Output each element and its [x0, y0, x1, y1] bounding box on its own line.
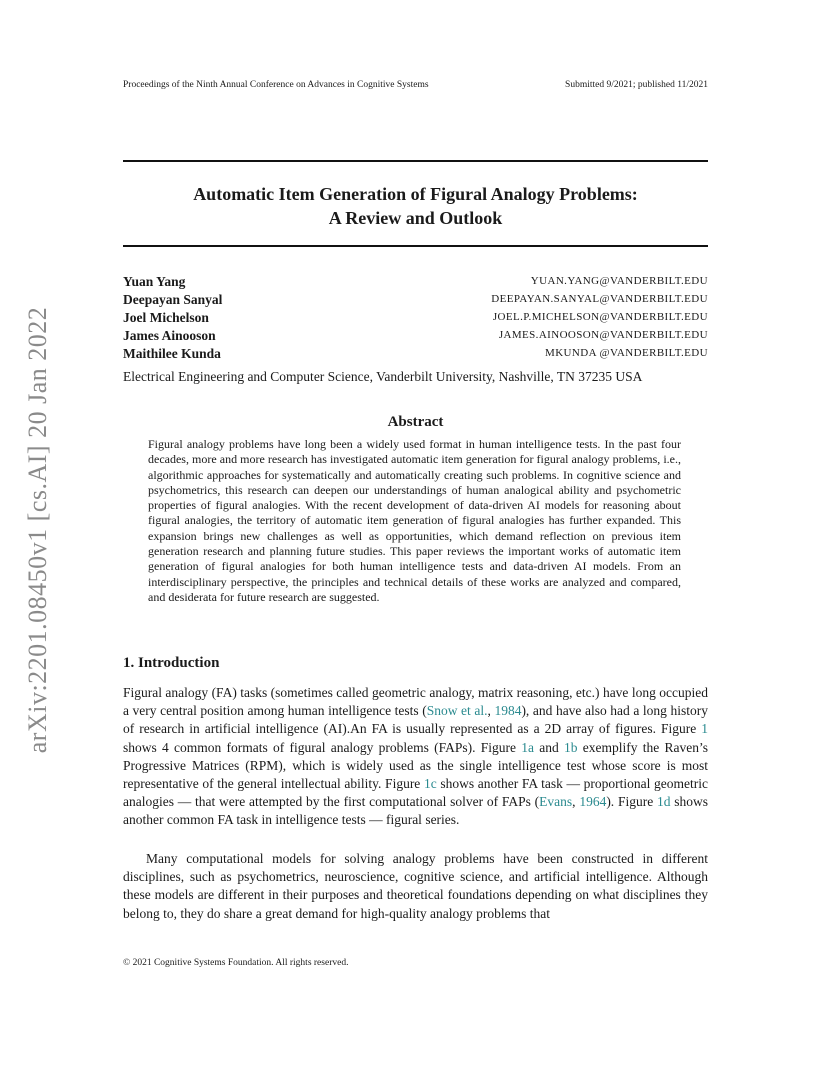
title-top-rule [123, 160, 708, 162]
author-row [123, 292, 708, 310]
author-email: YUAN.YANG@VANDERBILT.EDU [530, 275, 708, 287]
figure-reference-link[interactable]: 1d [656, 794, 671, 810]
author-name: Deepayan Sanyal [123, 292, 223, 307]
body-text: Figural analogy (FA) tasks (sometimes called geometric analogy, matrix reasoning, etc.) have long occupied a very central position among human intelligence tests ( [123, 685, 708, 719]
running-header-conference: Proceedings of the Ninth Annual Conference on Advances in Cognitive Systems [123, 80, 429, 90]
title-bottom-rule [123, 245, 708, 247]
figure-reference-link[interactable]: 1a [521, 739, 535, 755]
author-email: JAMES.AINOOSON@VANDERBILT.EDU [498, 329, 708, 341]
author-email: DEEPAYAN.SANYAL@VANDERBILT.EDU [491, 293, 708, 305]
figure-reference-link[interactable]: 1b [564, 739, 578, 755]
affiliation: Electrical Engineering and Computer Science, Vanderbilt University, Nashville, TN 37235 USA [123, 369, 643, 384]
arxiv-identifier-stamp: arXiv:2201.08450v1 [cs.AI] 20 Jan 2022 [23, 306, 52, 754]
copyright-footer: © 2021 Cognitive Systems Foundation. All rights reserved. [123, 958, 349, 968]
figure-reference-link[interactable]: 1 [701, 721, 708, 737]
citation-link[interactable]: 1984 [494, 703, 522, 719]
body-text: shows another common FA task in intelligence tests — figural series. [123, 794, 709, 828]
citation-link[interactable]: 1964 [579, 794, 607, 810]
body-text: ), and have also had a long history of research in artificial intelligence (AI).An FA is usually represented as a 2D array of figures. Figure [123, 703, 709, 737]
author-name: Maithilee Kunda [123, 346, 221, 361]
author-email: JOEL.P.MICHELSON@VANDERBILT.EDU [492, 311, 708, 323]
abstract-heading: Abstract [387, 414, 444, 430]
citation-link[interactable]: Snow et al. [426, 703, 488, 719]
body-text: shows 4 common formats of figural analogy problems (FAPs). Figure [123, 739, 522, 755]
paper-title-line-1: Automatic Item Generation of Figural Analogy Problems: [193, 184, 638, 204]
section-heading-introduction: 1. Introduction [123, 655, 220, 671]
abstract-body: Figural analogy problems have long been a widely used format in human intelligence tests. In the past four decades, more and more research has investigated automatic item generation for figural analogy problems, i.e., algorithmic approaches for systematically and automatically creating such problems. In cognitive science and psychometrics, this research can deepen our understandings of human analogical ability and psychometric properties of figural analogies. With the recent development of data-driven AI models for reasoning about figural analogies, the territory of automatic item generation of figural analogies has further expanded. This expansion brings new challenges as well as opportunities, which demand reflection on previous item generation research and planning future studies. This paper reviews the important works of automatic item generation of figural analogies for both human intelligence tests and data-driven AI models. From an interdisciplinary perspective, the principles and technical details of these works are analyzed and compared, and desiderata for future research are suggested. [148, 437, 681, 604]
author-row [123, 274, 708, 292]
introduction-paragraph-2: Many computational models for solving analogy problems have been constructed in different disciplines, such as psychometrics, neuroscience, cognitive science, and artificial intelligence. Although these models are different in their purposes and theoretical foundations depending on what disciplines they belong to, they do share a great demand for high-quality analogy problems that [123, 851, 708, 921]
body-text: and [534, 739, 565, 755]
author-row [123, 346, 708, 364]
author-name: Yuan Yang [123, 274, 186, 289]
author-name: James Ainooson [123, 328, 216, 343]
body-text: , [572, 794, 580, 810]
paper-title-line-2: A Review and Outlook [328, 208, 503, 228]
body-text: shows another FA task — proportional geometric analogies — that were attempted by the first computational solver of FAPs ( [123, 776, 708, 810]
body-text: , [487, 703, 495, 719]
running-header-submission: Submitted 9/2021; published 11/2021 [565, 80, 708, 90]
figure-reference-link[interactable]: 1c [423, 776, 437, 792]
author-name: Joel Michelson [123, 310, 209, 325]
author-row [123, 310, 708, 328]
citation-link[interactable]: Evans [539, 794, 573, 810]
introduction-paragraph-1 [123, 684, 708, 830]
body-text: exemplify the Raven’s Progressive Matrices (RPM), which is widely used as the single intelligence test whose score is most representative of the general intellectual ability. Figure [123, 739, 709, 792]
author-email: MKUNDA @VANDERBILT.EDU [545, 347, 708, 359]
body-text: ). Figure [606, 794, 657, 810]
author-row [123, 328, 708, 346]
